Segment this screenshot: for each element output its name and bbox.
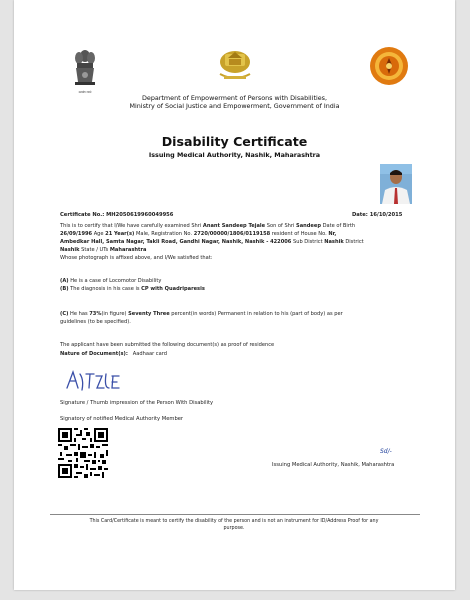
- clause-label: (A): [60, 278, 69, 284]
- department-line-1: Department of Empowerment of Persons with Disabilities,: [141, 94, 328, 102]
- department-line-2: Ministry of Social Justice and Empowerment, Government of India: [129, 102, 340, 110]
- footer-disclaimer: [64, 518, 404, 532]
- round-seal-icon: [369, 46, 409, 86]
- text-span: percent(in words) Permanent in relation to his (part of body) as per: [169, 311, 343, 317]
- certificate-title: Disability Certificate: [161, 134, 308, 149]
- age: 21 Year(s): [105, 231, 135, 237]
- father-name: Sandeep: [296, 223, 321, 229]
- text-span: Male, Registration No.: [134, 231, 194, 237]
- footer-divider: [50, 514, 420, 515]
- documents-line: The applicant have been submitted the following document(s) as proof of residence: [60, 342, 275, 348]
- issuing-authority-footer: Issuing Medical Authority, Nashik, Maharashtra: [272, 462, 395, 468]
- date-value: 16/10/2015: [369, 212, 403, 218]
- text-span: The diagnosis in his case is: [68, 286, 142, 292]
- diagnosis: CP with Quadriparesis: [141, 286, 205, 292]
- text-span: He is a case of Locomotor Disability: [68, 278, 162, 284]
- certificate-date: [352, 212, 402, 218]
- applicant-photo: [380, 164, 412, 204]
- body-line-3: [60, 239, 364, 247]
- disability-percent-words: Seventy Three: [128, 311, 170, 317]
- officer-signature-mark: Sd/-: [380, 448, 392, 455]
- certificate-number-label: Certificate No.:: [60, 212, 105, 218]
- nature-label: Nature of Document(s):: [60, 351, 128, 357]
- text-span: resident of House No.: [270, 231, 329, 237]
- text-span: Date of Birth: [320, 223, 356, 229]
- state-seal-icon: [214, 48, 256, 86]
- clause-label: (B): [60, 286, 69, 292]
- house-number: Nr,: [328, 231, 337, 237]
- footer-line-1: This Card/Certificate is meant to certify the disability of the person and is not an instrument for ID/Address Proof for any: [89, 519, 379, 524]
- body-line-5: Whose photograph is affixed above, and I/We satisfied that:: [60, 255, 213, 261]
- person-signature-caption: Signature / Thumb impression of the Person With Disability: [60, 400, 214, 406]
- body-line-1: [60, 223, 355, 231]
- text-span: This is to certify that I/We have carefully examined Shri: [60, 223, 203, 229]
- clause-c-continued: guidelines (to be specified).: [60, 319, 131, 325]
- issuing-authority-subtitle: Issuing Medical Authority, Nashik, Maharashtra: [148, 151, 321, 159]
- nature-value: Aadhaar card: [132, 351, 167, 357]
- registration-number: 2720/00000/1806/0119158: [193, 231, 271, 237]
- district: Nashik: [60, 247, 80, 253]
- text-span: Son of Shri: [265, 223, 297, 229]
- certificate-page: [14, 0, 455, 590]
- clause-a: [60, 278, 161, 286]
- body-line-4: [60, 247, 146, 255]
- text-span: District: [343, 239, 364, 245]
- certificate-number-value: MH2050619960049956: [106, 212, 174, 218]
- clause-c: [60, 311, 343, 319]
- text-span: Sub District: [291, 239, 325, 245]
- certificate-number: [60, 212, 173, 218]
- national-emblem-icon: [72, 46, 98, 92]
- sub-district: Nashik: [324, 239, 344, 245]
- applicant-name: Anant Sandeep Tejale: [202, 223, 266, 229]
- address: Ambedkar Hall, Samta Nagar, Takli Road, Gandhi Nagar, Nashik, Nashik - 422006: [60, 239, 292, 245]
- applicant-signature: [64, 366, 122, 394]
- clause-b: [60, 286, 205, 294]
- authority-signature-caption: Signatory of notified Medical Authority Member: [60, 416, 184, 422]
- disability-percent: 73%: [89, 311, 102, 317]
- date-label: Date:: [352, 212, 368, 218]
- text-span: Age: [92, 231, 106, 237]
- text-span: He has: [68, 311, 90, 317]
- date-of-birth: 26/09/1996: [60, 231, 93, 237]
- state: Maharashtra: [109, 247, 147, 253]
- emblem-caption: सत्यमेव जयते: [78, 91, 92, 94]
- clause-label: (C): [60, 311, 69, 317]
- nature-of-documents: [60, 351, 167, 359]
- text-span: (in figure): [101, 311, 129, 317]
- text-span: State / UTs: [79, 247, 110, 253]
- body-line-2: [60, 231, 336, 239]
- qr-code: [58, 428, 108, 478]
- footer-line-2: purpose.: [223, 526, 245, 531]
